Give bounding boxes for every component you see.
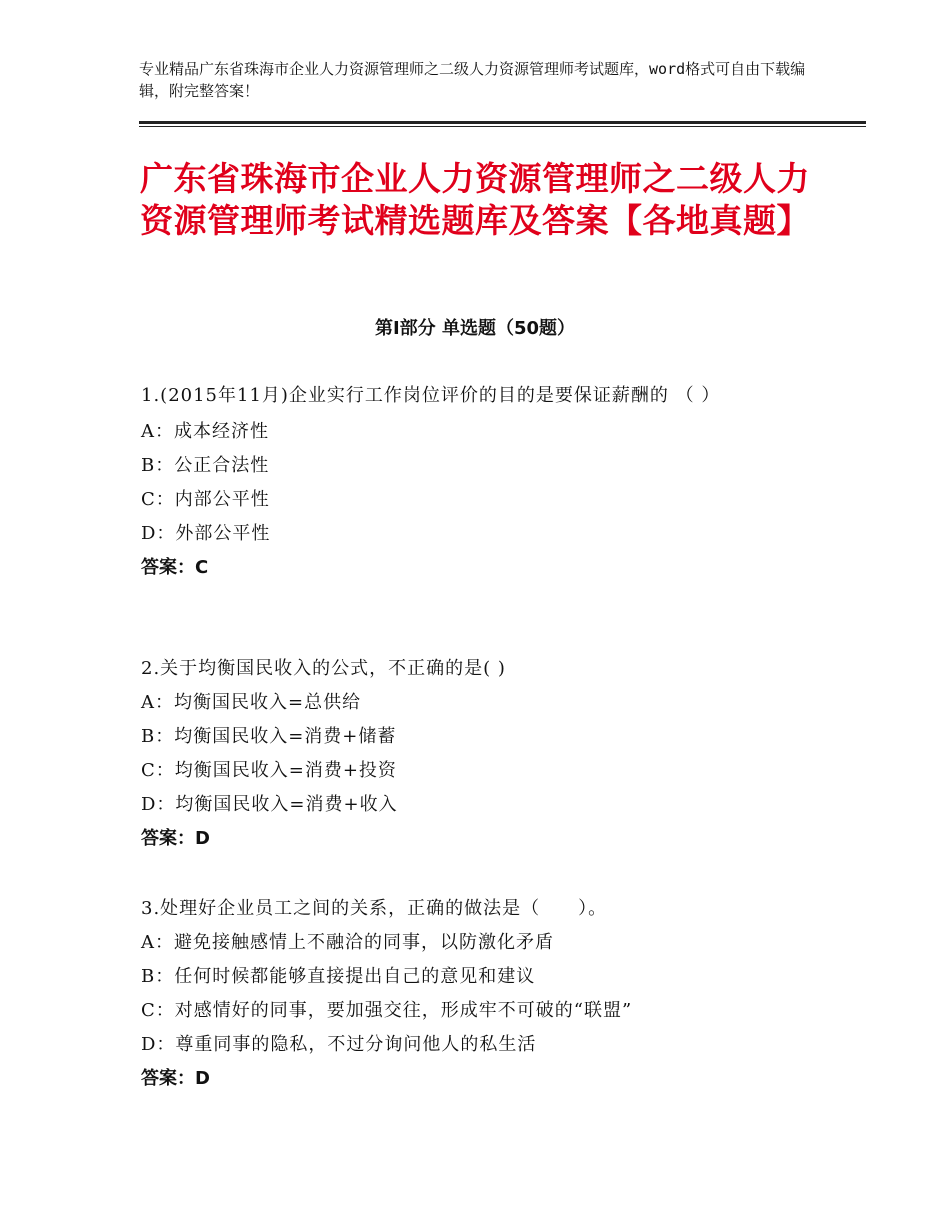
question-2 [141, 652, 831, 856]
section-title: 第Ⅰ部分 单选题（50题） [374, 318, 575, 339]
document-title: 广东省珠海市企业人力资源管理师之二级人力资源管理师考试精选题库及答案【各地真题】 [140, 159, 810, 240]
question-stem: 3.处理好企业员工之间的关系，正确的做法是（ ）。 [141, 898, 608, 919]
option-b: B：均衡国民收入=消费+储蓄 [141, 726, 397, 747]
header-divider-thick [139, 121, 866, 124]
option-d: D：均衡国民收入=消费+收入 [141, 794, 398, 815]
answer: 答案：D [141, 828, 210, 849]
option-d: D：外部公平性 [141, 523, 271, 544]
option-d: D：尊重同事的隐私，不过分询问他人的私生活 [141, 1034, 537, 1055]
question-3 [141, 892, 831, 1096]
header-note: 专业精品广东省珠海市企业人力资源管理师之二级人力资源管理师考试题库，word格式可自由下载编辑，附完整答案！ [139, 60, 806, 100]
header-divider-thin [139, 126, 866, 127]
question-stem: 1.(2015年11月)企业实行工作岗位评价的目的是要保证薪酬的 （ ） [141, 385, 721, 406]
question-1 [141, 381, 831, 585]
answer: 答案：C [141, 557, 209, 578]
option-a: A：成本经济性 [141, 421, 269, 442]
option-a: A：均衡国民收入=总供给 [141, 692, 362, 713]
option-c: C：均衡国民收入=消费+投资 [141, 760, 397, 781]
option-a: A：避免接触感情上不融洽的同事，以防激化矛盾 [141, 932, 554, 953]
option-c: C：对感情好的同事，要加强交往，形成牢不可破的“联盟” [141, 1000, 633, 1021]
question-stem: 2.关于均衡国民收入的公式，不正确的是( ) [141, 658, 506, 679]
answer: 答案：D [141, 1068, 210, 1089]
option-b: B：公正合法性 [141, 455, 270, 476]
option-b: B：任何时候都能够直接提出自己的意见和建议 [141, 966, 536, 987]
option-c: C：内部公平性 [141, 489, 270, 510]
